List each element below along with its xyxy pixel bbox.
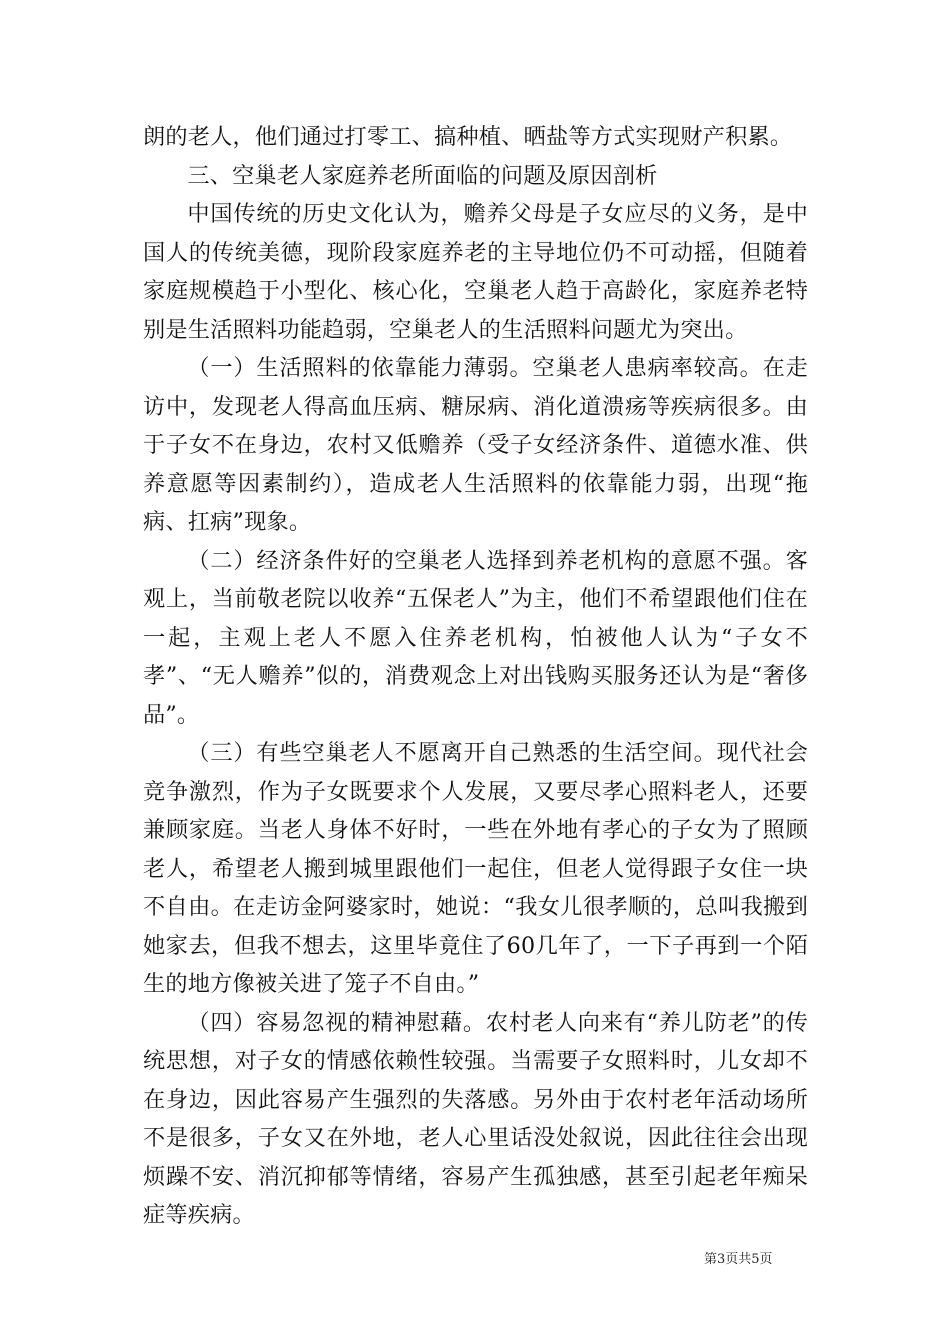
page-number: 第3页共5页 bbox=[704, 1252, 773, 1267]
body-text bbox=[143, 118, 808, 1235]
section-heading: 三、空巢老人家庭养老所面临的问题及原因剖析 bbox=[187, 162, 658, 189]
paragraph-point-2: （二）经济条件好的空巢老人选择到养老机构的意愿不强。客观上，当前敬老院以收养“五保老人”为主，他们不希望跟他们住在一起，主观上老人不愿入住养老机构，怕被他人认为“子女不孝”、“无人赡养”似的，消费观念上对出钱购买服务还认为是“奢侈品”。 bbox=[143, 547, 808, 728]
paragraph-intro: 中国传统的历史文化认为，赡养父母是子女应尽的义务，是中国人的传统美德，现阶段家庭养老的主导地位仍不可动摇，但随着家庭规模趋于小型化、核心化，空巢老人趋于高龄化，家庭养老特别是生活照料功能趋弱，空巢老人的生活照料问题尤为突出。 bbox=[143, 201, 808, 343]
paragraph-continued: 朗的老人，他们通过打零工、搞种植、晒盐等方式实现财产积累。 bbox=[143, 124, 793, 150]
paragraph-point-1: （一）生活照料的依靠能力薄弱。空巢老人患病率较高。在走访中，发现老人得高血压病、糖尿病、消化道溃疡等疾病很多。由于子女不在身边，农村又低赡养（受子女经济条件、道德水准、供养意愿等因素制约），造成老人生活照料的依靠能力弱，出现“拖病、扛病”现象。 bbox=[143, 355, 808, 535]
paragraph-point-3: （三）有些空巢老人不愿离开自己熟悉的生活空间。现代社会竞争激烈，作为子女既要求个人发展，又要尽孝心照料老人，还要兼顾家庭。当老人身体不好时，一些在外地有孝心的子女为了照顾老人，希望老人搬到城里跟他们一起住，但老人觉得跟子女住一块不自由。在走访金阿婆家时，她说：“我女儿很孝顺的，总叫我搬到她家去，但我不想去，这里毕竟住了60几年了，一下子再到一个陌生的地方像被关进了笼子不自由。” bbox=[143, 740, 808, 997]
paragraph-point-4: （四）容易忽视的精神慰藉。农村老人向来有“养儿防老”的传统思想，对子女的情感依赖性较强。当需要子女照料时，儿女却不在身边，因此容易产生强烈的失落感。另外由于农村老年活动场所不是很多，子女又在外地，老人心里话没处叙说，因此往往会出现烦躁不安、消沉抑郁等情绪，容易产生孤独感，甚至引起老年痴呆症等疾病。 bbox=[143, 1009, 808, 1228]
